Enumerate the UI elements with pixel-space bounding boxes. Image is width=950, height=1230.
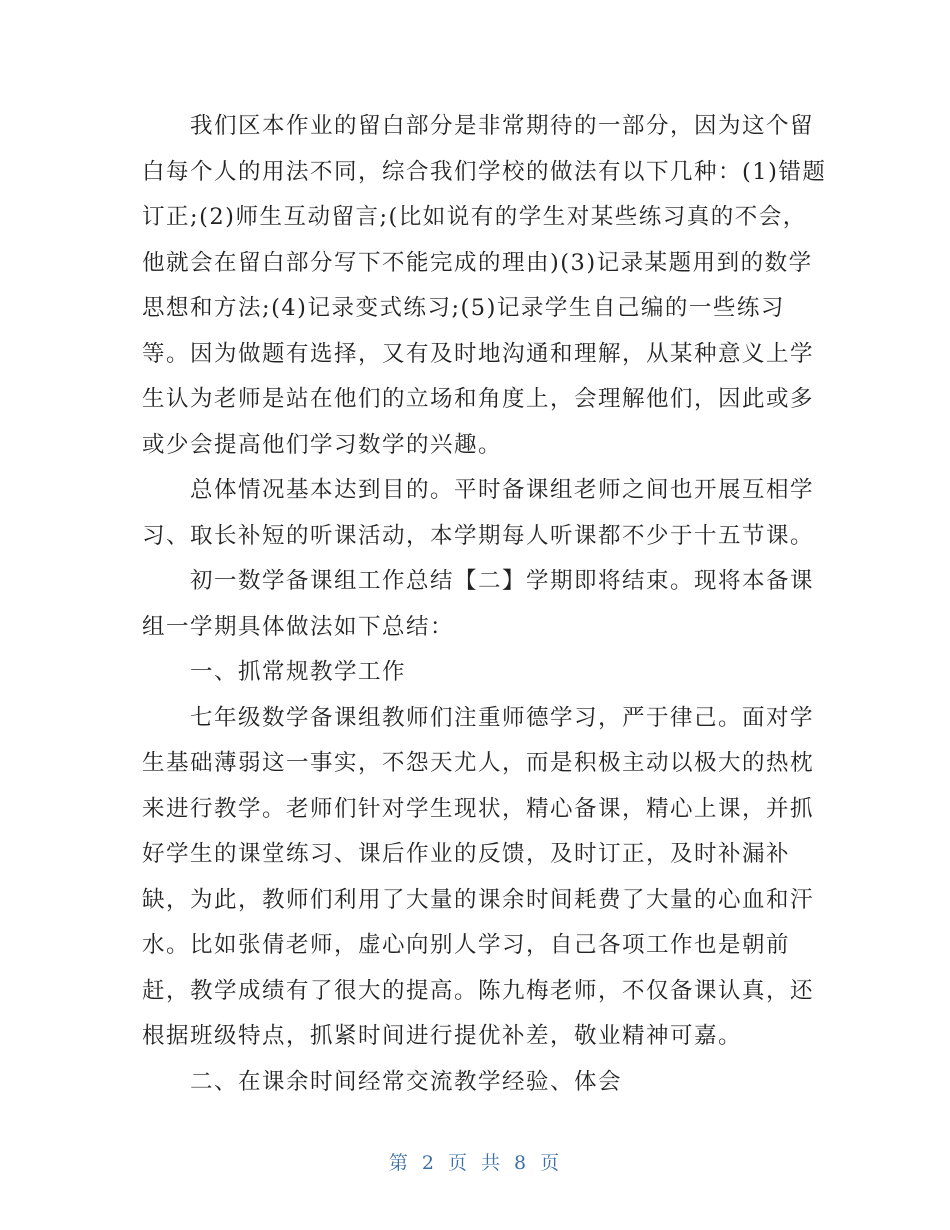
text-line: 白每个人的用法不同，综合我们学校的做法有以下几种：(1)错题 (142, 158, 827, 185)
text-line: 等。因为做题有选择，又有及时地沟通和理解，从某种意义上学 (142, 340, 815, 367)
text-line: 总体情况基本达到目的。平时备课组老师之间也开展互相学 (190, 477, 815, 503)
page-number-footer: 第 2 页 共 8 页 (388, 1152, 562, 1174)
text-line: 根据班级特点，抓紧时间进行提优补差，敬业精神可嘉。 (142, 1023, 743, 1049)
text-line: 组一学期具体做法如下总结： (142, 613, 455, 640)
paragraph-homework-blank (142, 104, 827, 468)
paragraph-teachers-ethics (142, 696, 815, 1060)
text-line: 生基础薄弱这一事实，不怨天尤人，而是积极主动以极大的热枕 (142, 750, 815, 776)
section-heading-2 (142, 1060, 802, 1106)
text-line: 思想和方法;(4)记录变式练习;(5)记录学生自己编的一些练习 (142, 295, 785, 321)
text-line: 二、在课余时间经常交流教学经验、体会 (190, 1068, 623, 1095)
paragraph-overall-situation (142, 468, 815, 559)
text-line: 赶，教学成绩有了很大的提高。陈九梅老师，不仅备课认真，还 (142, 977, 815, 1004)
text-line: 他就会在留白部分写下不能完成的理由)(3)记录某题用到的数学 (142, 249, 813, 276)
text-line: 我们区本作业的留白部分是非常期待的一部分，因为这个留 (190, 113, 815, 139)
text-line: 好学生的课堂练习、课后作业的反馈，及时订正，及时补漏补 (142, 841, 791, 867)
document-body (142, 104, 827, 1105)
text-line: 初一数学备课组工作总结【二】学期即将结束。现将本备课 (190, 568, 815, 594)
text-line: 七年级数学备课组教师们注重师德学习，严于律己。面对学 (190, 704, 815, 731)
text-line: 来进行教学。老师们针对学生现状，精心备课，精心上课，并抓 (142, 795, 815, 822)
section-heading-1 (142, 650, 802, 696)
text-line: 习、取长补短的听课活动，本学期每人听课都不少于十五节课。 (142, 522, 815, 549)
paragraph-summary-intro (142, 559, 815, 650)
text-line: 或少会提高他们学习数学的兴趣。 (142, 431, 503, 458)
text-line: 一、抓常规教学工作 (190, 659, 407, 685)
text-line: 订正;(2)师生互动留言;(比如说有的学生对某些练习真的不会， (142, 204, 807, 230)
text-line: 缺，为此，教师们利用了大量的课余时间耗费了大量的心血和汗 (142, 886, 815, 913)
text-line: 生认为老师是站在他们的立场和角度上，会理解他们，因此或多 (142, 386, 815, 412)
text-line: 水。比如张倩老师，虚心向别人学习，自己各项工作也是朝前 (142, 932, 791, 958)
